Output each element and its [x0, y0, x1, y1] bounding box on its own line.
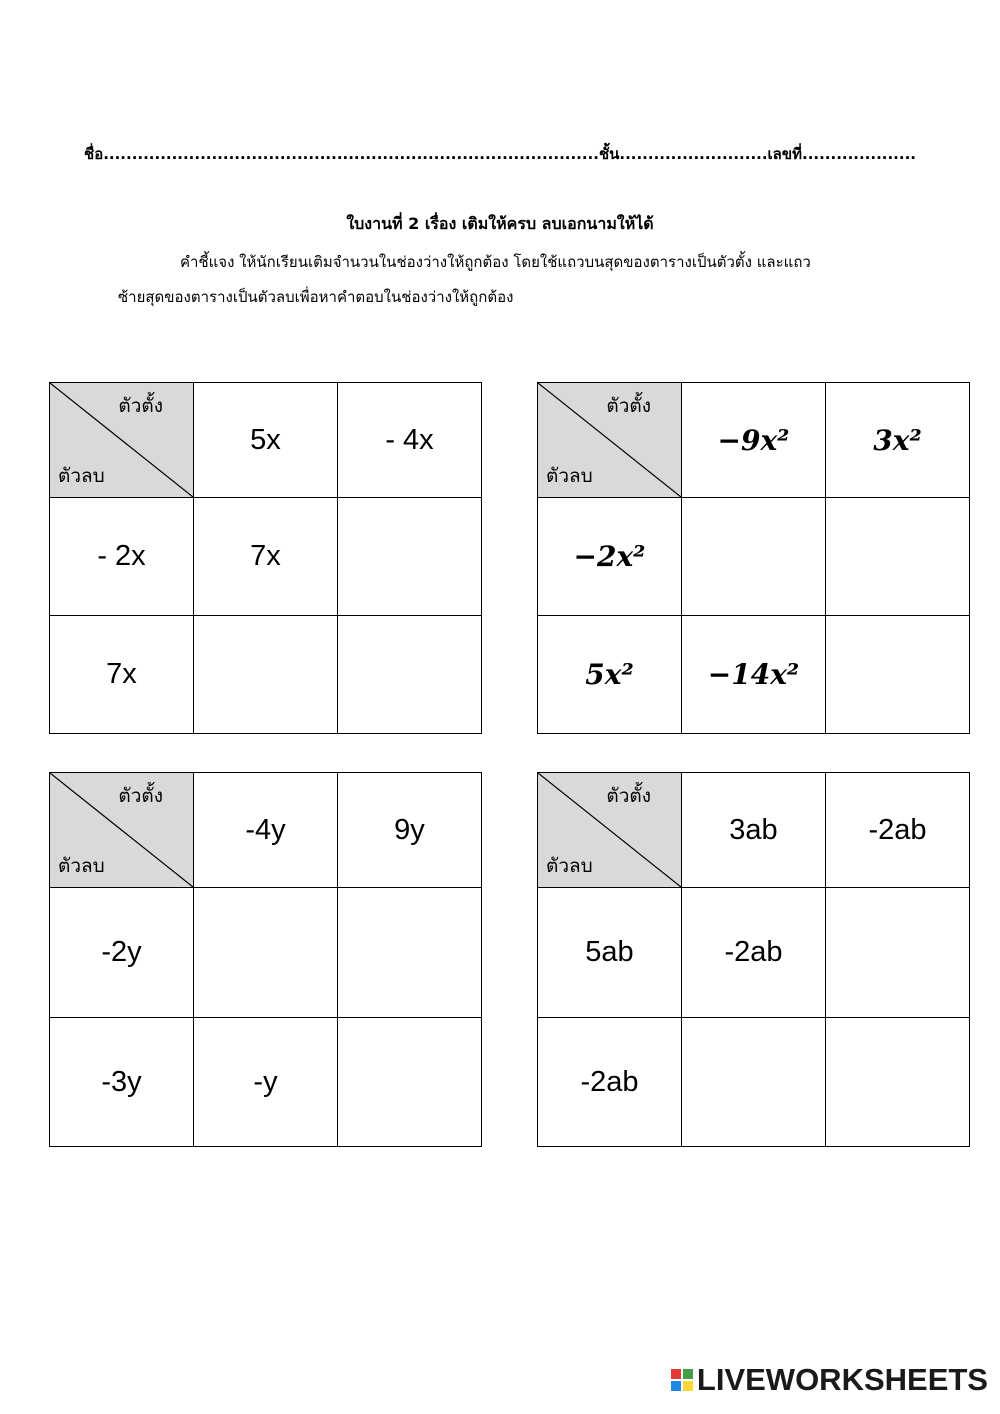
logo-square [671, 1369, 681, 1379]
answer-cell[interactable]: 7x [194, 498, 338, 616]
minuend-cell: 9y [338, 773, 482, 888]
subtrahend-label: ตัวลบ [58, 465, 105, 487]
subtrahend-label: ตัวลบ [546, 465, 593, 487]
subtrahend-cell: 7x [50, 616, 194, 734]
corner-header [50, 383, 194, 498]
liveworksheets-logo [671, 1362, 988, 1398]
liveworksheets-text: LIVEWORKSHEETS [696, 1362, 988, 1397]
corner-header [538, 383, 682, 498]
answer-cell[interactable] [826, 888, 970, 1018]
minuend-cell: 3ab [682, 773, 826, 888]
answer-cell[interactable] [682, 498, 826, 616]
answer-cell[interactable] [194, 616, 338, 734]
answer-cell[interactable]: -2ab [682, 888, 826, 1018]
minuend-cell: −9x² [682, 383, 826, 498]
answer-cell[interactable] [338, 888, 482, 1018]
minuend-label: ตัวตั้ง [118, 395, 163, 417]
answer-cell[interactable] [826, 616, 970, 734]
logo-square [683, 1369, 693, 1379]
minuend-cell: - 4x [338, 383, 482, 498]
subtrahend-cell: −2x² [538, 498, 682, 616]
minuend-cell: -2ab [826, 773, 970, 888]
answer-cell[interactable] [338, 498, 482, 616]
logo-square [671, 1381, 681, 1391]
subtrahend-cell: 5x² [538, 616, 682, 734]
minuend-label: ตัวตั้ง [118, 785, 163, 807]
subtraction-table-2 [537, 382, 970, 734]
answer-cell[interactable] [338, 616, 482, 734]
worksheet-title: ใบงานที่ 2 เรื่อง เติมให้ครบ ลบเอกนามให้ได้ [346, 214, 654, 233]
answer-cell[interactable] [338, 1018, 482, 1147]
corner-header [50, 773, 194, 888]
corner-header [538, 773, 682, 888]
minuend-label: ตัวตั้ง [606, 785, 651, 807]
answer-cell[interactable] [826, 498, 970, 616]
subtrahend-cell: -2ab [538, 1018, 682, 1147]
instructions-line-1: คำชี้แจง ให้นักเรียนเติมจำนวนในช่องว่างให้ถูกต้อง โดยใช้แถวบนสุดของตารางเป็นตัวตั้ง และแถว [180, 253, 811, 271]
subtrahend-cell: -2y [50, 888, 194, 1018]
subtrahend-label: ตัวลบ [58, 855, 105, 877]
minuend-cell: 3x² [826, 383, 970, 498]
answer-cell[interactable] [682, 1018, 826, 1147]
answer-cell[interactable]: −14x² [682, 616, 826, 734]
minuend-cell: -4y [194, 773, 338, 888]
subtrahend-cell: 5ab [538, 888, 682, 1018]
subtrahend-cell: -3y [50, 1018, 194, 1147]
subtrahend-cell: - 2x [50, 498, 194, 616]
subtraction-table-3 [49, 772, 482, 1147]
answer-cell[interactable]: -y [194, 1018, 338, 1147]
logo-square [683, 1381, 693, 1391]
answer-cell[interactable] [194, 888, 338, 1018]
subtraction-table-1 [49, 382, 482, 734]
subtrahend-label: ตัวลบ [546, 855, 593, 877]
minuend-label: ตัวตั้ง [606, 395, 651, 417]
subtraction-table-4 [537, 772, 970, 1147]
answer-cell[interactable] [826, 1018, 970, 1147]
instructions-line-2: ซ้ายสุดของตารางเป็นตัวลบเพื่อหาคำตอบในช่องว่างให้ถูกต้อง [118, 288, 514, 306]
minuend-cell: 5x [194, 383, 338, 498]
liveworksheets-icon [671, 1369, 693, 1391]
student-info-line: ชื่อ.......................................................................................ชั้น..........................เลขที่.................... [84, 145, 916, 163]
